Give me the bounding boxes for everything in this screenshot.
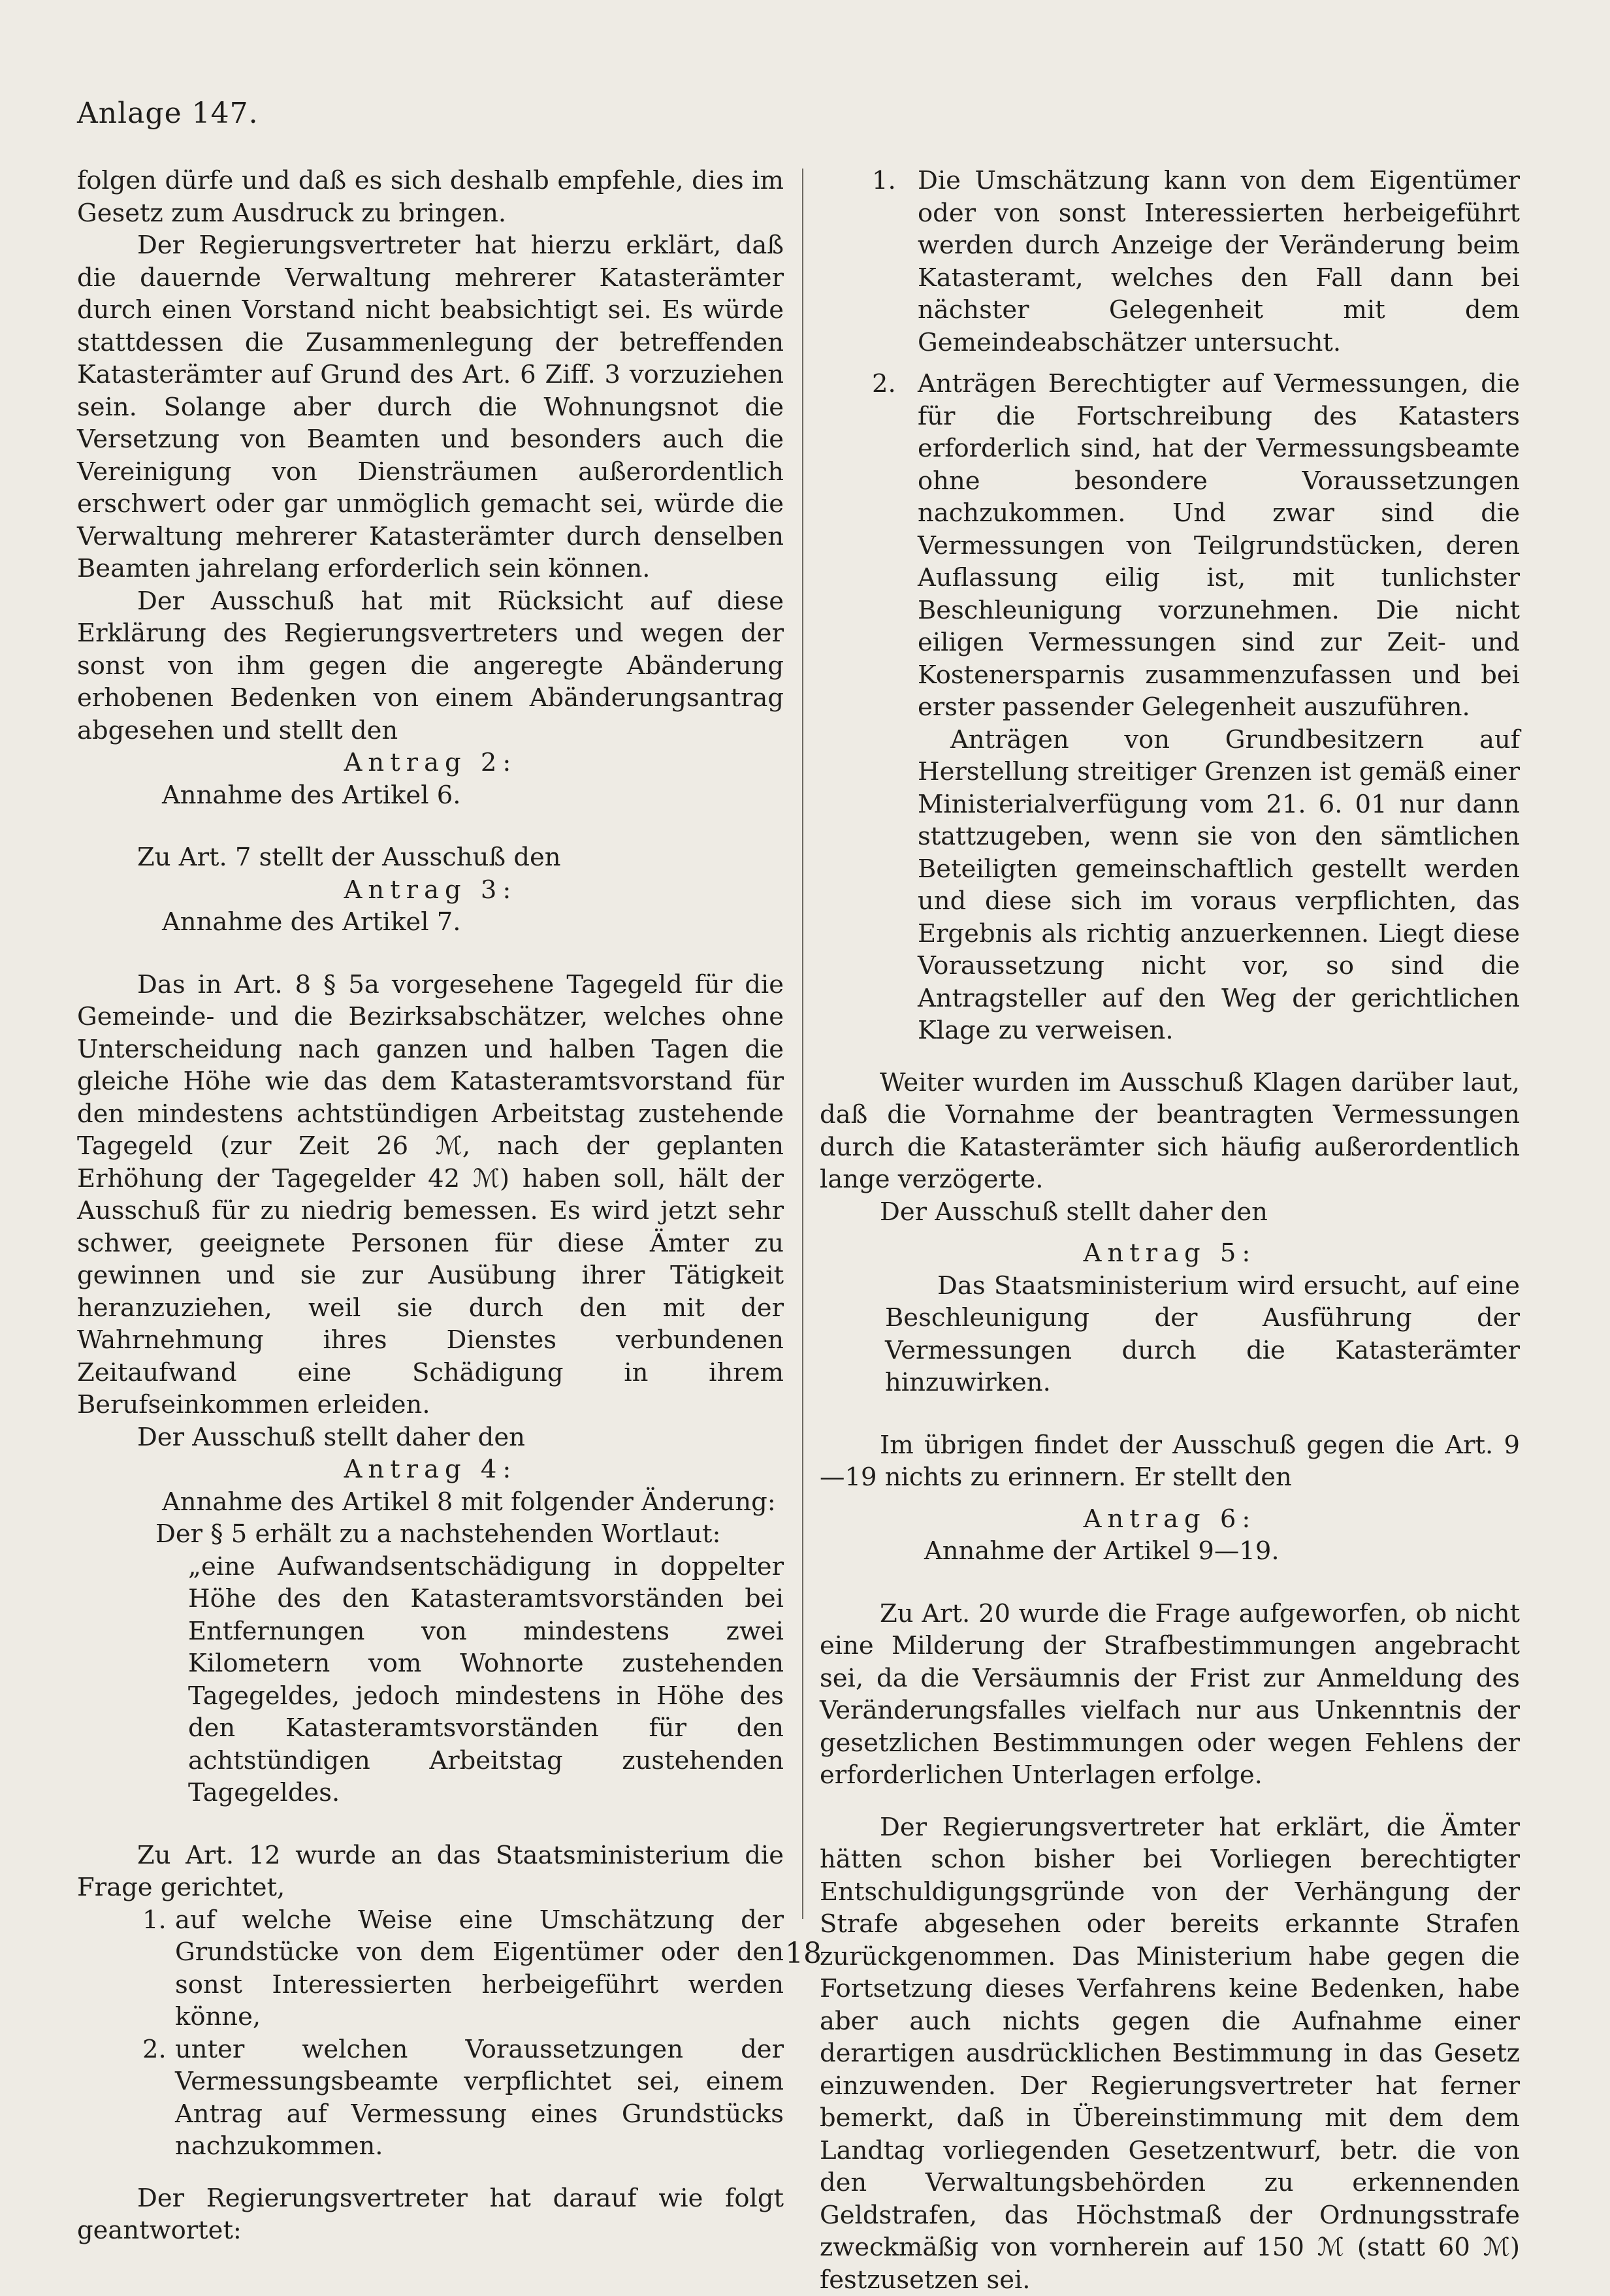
list-item [77,2033,784,2163]
antrag-heading: Antrag 3: [77,874,784,907]
antrag-heading: Antrag 5: [820,1237,1520,1270]
list-item [77,1904,784,2033]
list-item [820,165,1520,359]
list-number: 1. [820,165,918,359]
antrag-heading: Antrag 6: [820,1503,1520,1536]
antrag-text: Das Staatsministerium wird ersucht, auf eine Beschleunigung der Ausführung der Vermessungen durch die Katasterämter hinzuwirken. [820,1270,1520,1399]
paragraph: Der Regierungsvertreter hat darauf wie folgt geantwortet: [77,2182,784,2247]
list-item [820,368,1520,724]
paragraph: Der Regierungsvertreter hat hierzu erklärt, daß die dauernde Verwaltung mehrerer Katasterämter durch einen Vorstand nicht beabsichtigt sei. Es würde stattdessen die Zusammenlegung der betreffenden Katasterämter auf Grund des Art. 6 Ziff. 3 vorzuziehen sein. Solange aber durch die Wohnungsnot die Versetzung von Beamten und besonders auch die Vereinigung von Diensträumen außerordentlich erschwert oder gar unmöglich gemacht sei, würde die Verwaltung mehrerer Katasterämter durch denselben Beamten jahrelang erforderlich sein können. [77,229,784,585]
amendment-quote: „eine Aufwandsentschädigung in doppelter Höhe des den Katasteramtsvorständen bei Entfernungen von mindestens zwei Kilometern vom Wohnorte zustehenden Tagegeldes, jedoch mindestens in Höhe des den Katasteramtsvorständen für den achtstündigen Arbeitstag zustehenden Tagegeldes. [162,1551,784,1809]
antrag-text: Annahme der Artikel 9—19. [820,1535,1520,1568]
page-header: Anlage 147. [77,97,259,130]
paragraph: Der Ausschuß stellt daher den [77,1421,784,1454]
antrag-heading: Antrag 4: [77,1453,784,1486]
antrag-text: Annahme des Artikel 6. [77,779,784,812]
paragraph: Der Regierungsvertreter hat erklärt, die Ämter hätten schon bisher bei Vorliegen berechtigter Entschuldigungsgründe von der Verhängung der Strafe abgesehen oder bereits erkannte Strafen zurückgenommen. Das Ministerium habe gegen die Fortsetzung dieses Verfahrens keine Bedenken, habe aber auch nichts gegen die Aufnahme einer derartigen ausdrücklichen Bestimmung in das Gesetz einzuwenden. Der Regierungsvertreter hat ferner bemerkt, daß in Übereinstimmung mit dem dem Landtag vorliegenden Gesetzentwurf, betr. die von den Verwaltungsbehörden zu erkennenden Geldstrafen, das Höchstmaß der Ordnungsstrafe zweckmäßig von vornherein auf 150 ℳ (statt 60 ℳ) festzusetzen sei. [820,1811,1520,2296]
list-text: auf welche Weise eine Umschätzung der Grundstücke von dem Eigentümer oder den sonst Interessierten herbeigeführt werden könne, [175,1904,784,2033]
paragraph: Das in Art. 8 § 5a vorgesehene Tagegeld für die Gemeinde- und die Bezirksabschätzer, welches ohne Unterscheidung nach ganzen und halben Tagen die gleiche Höhe wie das dem Katasteramtsvorstand für den mindestens achtstündigen Arbeitstag zustehende Tagegeld (zur Zeit 26 ℳ, nach der geplanten Erhöhung der Tagegelder 42 ℳ) haben soll, hält der Ausschuß für zu niedrig bemessen. Es wird jetzt sehr schwer, geeignete Personen für diese Ämter zu gewinnen und sie zur Ausübung ihrer Tätigkeit heranzuziehen, weil sie durch den mit der Wahrnehmung ihres Dienstes verbundenen Zeitaufwand eine Schädigung in ihrem Berufseinkommen erleiden. [77,969,784,1421]
paragraph: Der Ausschuß hat mit Rücksicht auf diese Erklärung des Regierungsvertreters und wegen der sonst von ihm gegen die angeregte Abänderung erhobenen Bedenken von einem Abänderungsantrag abgesehen und stellt den [77,585,784,747]
list-continuation: Anträgen von Grundbesitzern auf Herstellung streitiger Grenzen ist gemäß einer Ministerialverfügung vom 21. 6. 01 nur dann stattzugeben, wenn sie von den sämtlichen Beteiligten gemeinschaftlich gestellt werden und diese sich im voraus verpflichten, das Ergebnis als richtig anzuerkennen. Liegt diese Voraussetzung nicht vor, so sind die Antragsteller auf den Weg der gerichtlichen Klage zu verweisen. [820,724,1520,1047]
paragraph: Zu Art. 20 wurde die Frage aufgeworfen, ob nicht eine Milderung der Strafbestimmungen angebracht sei, da die Versäumnis der Frist zur Anmeldung des Veränderungsfalles vielfach nur aus Unkenntnis der gesetzlichen Bestimmungen oder wegen Fehlens der erforderlichen Unterlagen erfolge. [820,1598,1520,1792]
paragraph: Zu Art. 12 wurde an das Staatsministerium die Frage gerichtet, [77,1839,784,1904]
page-number: 18 [771,1937,836,1970]
paragraph: folgen dürfe und daß es sich deshalb empfehle, dies im Gesetz zum Ausdruck zu bringen. [77,165,784,229]
antrag-text: Annahme des Artikel 7. [77,906,784,939]
left-column [77,165,784,2247]
amendment-intro: Der § 5 erhält zu a nachstehenden Wortlaut: [155,1518,784,1551]
list-number: 2. [820,368,918,724]
right-column [820,165,1520,2296]
list-text: Die Umschätzung kann von dem Eigentümer oder von sonst Interessierten herbeigeführt werden durch Anzeige der Veränderung beim Katasteramt, welches den Fall dann bei nächster Gelegenheit mit dem Gemeindeabschätzer untersucht. [918,165,1520,359]
paragraph: Im übrigen findet der Ausschuß gegen die Art. 9—19 nichts zu erinnern. Er stellt den [820,1429,1520,1494]
list-text: unter welchen Voraussetzungen der Vermessungsbeamte verpflichtet sei, einem Antrag auf Vermessung eines Grundstücks nachzukommen. [175,2033,784,2163]
list-text: Anträgen Berechtigter auf Vermessungen, die für die Fortschreibung des Katasters erforderlich sind, hat der Vermessungsbeamte ohne besondere Voraussetzungen nachzukommen. Und zwar sind die Vermessungen von Teilgrundstücken, deren Auflassung eilig ist, mit tunlichster Beschleunigung vorzunehmen. Die nicht eiligen Vermessungen sind zur Zeit- und Kostenersparnis zusammenzufassen und bei erster passender Gelegenheit auszuführen. [918,368,1520,724]
paragraph: Zu Art. 7 stellt der Ausschuß den [77,841,784,874]
paragraph: Der Ausschuß stellt daher den [820,1196,1520,1229]
column-divider [802,169,803,1919]
list-number: 1. [142,1904,175,2033]
antrag-amendment [77,1518,784,1809]
antrag-text: Annahme des Artikel 8 mit folgender Änderung: [77,1486,784,1519]
antrag-heading: Antrag 2: [77,747,784,779]
paragraph: Weiter wurden im Ausschuß Klagen darüber laut, daß die Vornahme der beantragten Vermessungen durch die Katasterämter sich häufig außerordentlich lange verzögerte. [820,1067,1520,1196]
list-number: 2. [142,2033,175,2163]
